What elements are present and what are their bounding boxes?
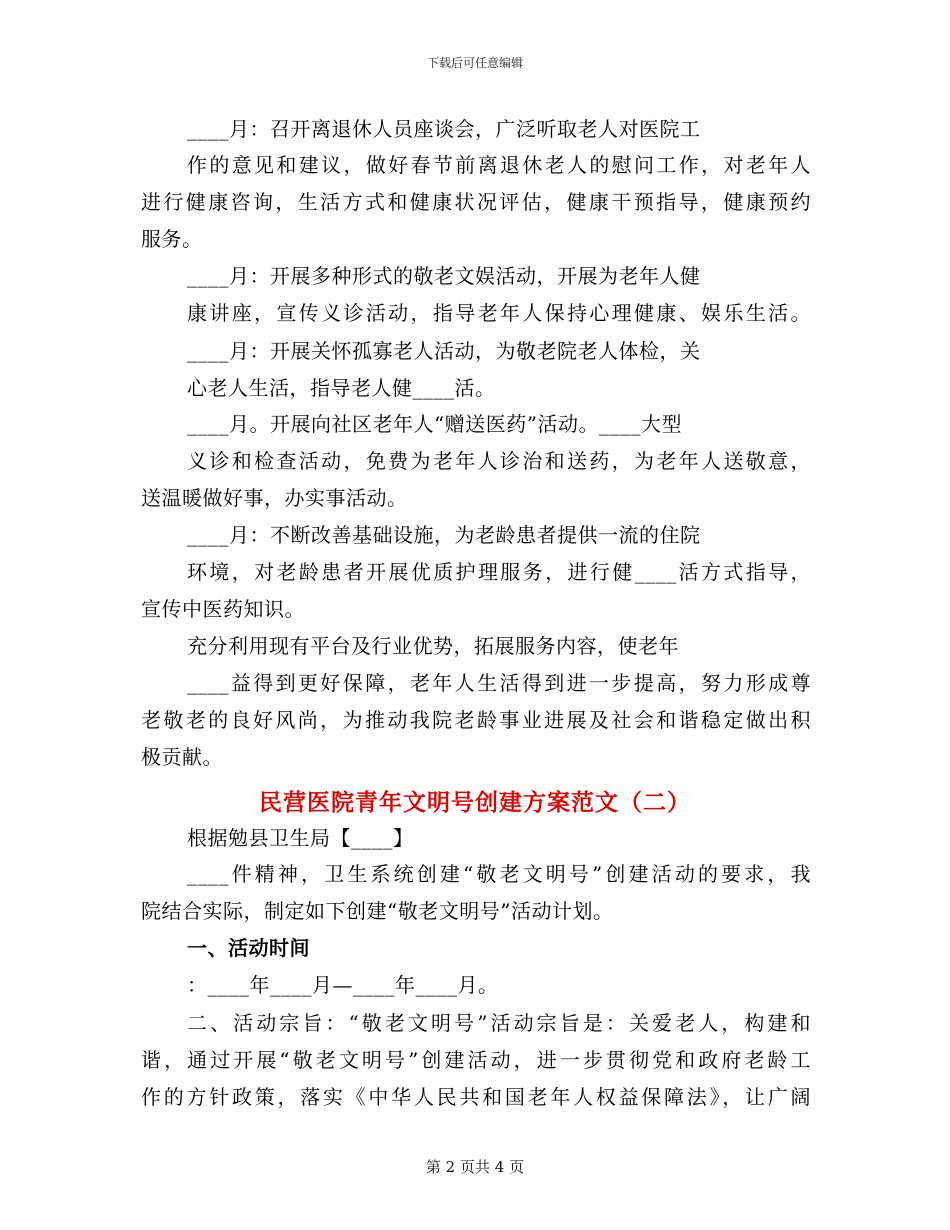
paragraph-line: ____月：召开离退休人员座谈会，广泛听取老人对医院工 xyxy=(187,117,701,141)
paragraph-line: 进行健康咨询，生活方式和健康状况评估，健康干预指导，健康预约 xyxy=(141,190,811,214)
paragraph-line: 二、活动宗旨：“敬老文明号”活动宗旨是：关爱老人，构建和 xyxy=(187,1011,811,1035)
page-header: 下载后可任意编辑 xyxy=(426,56,523,70)
section-heading: 一、活动时间 xyxy=(187,936,310,960)
paragraph-line: ____月：开展关怀孤寡老人活动，为敬老院老人体检，关 xyxy=(187,339,701,363)
paragraph-line: 极贡献。 xyxy=(141,745,223,769)
paragraph-line: ____件精神，卫生系统创建“敬老文明号”创建活动的要求，我 xyxy=(187,862,811,886)
section-title: 民营医院青年文明号创建方案范文（二） xyxy=(259,790,691,816)
page-footer: 第 2 页共 4 页 xyxy=(425,1158,525,1176)
paragraph-line: 服务。 xyxy=(141,227,203,251)
paragraph-line: ：____年____月—____年____月。 xyxy=(187,973,499,997)
paragraph-line: 义诊和检查活动，免费为老年人诊治和送药，为老年人送敬意， xyxy=(187,449,811,473)
paragraph-line: 宣传中医药知识。 xyxy=(141,597,305,621)
paragraph-line: 充分利用现有平台及行业优势，拓展服务内容，使老年 xyxy=(187,634,679,658)
paragraph-line: 送温暖做好事，办实事活动。 xyxy=(141,486,408,510)
paragraph-line: 院结合实际，制定如下创建“敬老文明号”活动计划。 xyxy=(141,899,614,923)
paragraph-line: ____益得到更好保障，老年人生活得到进一步提高，努力形成尊 xyxy=(187,671,811,695)
paragraph-line: 心老人生活，指导老人健____活。 xyxy=(187,376,496,400)
paragraph-line: 根据勉县卫生局【____】 xyxy=(187,826,414,850)
paragraph-line: 康讲座，宣传义诊活动，指导老年人保持心理健康、娱乐生活。 xyxy=(187,301,811,325)
paragraph-line: ____月：开展多种形式的敬老文娱活动，开展为老年人健 xyxy=(187,264,701,288)
paragraph-line: 环境，对老龄患者开展优质护理服务，进行健____活方式指导， xyxy=(187,560,811,584)
paragraph-line: 谐，通过开展“敬老文明号”创建活动，进一步贯彻党和政府老龄工 xyxy=(141,1048,811,1072)
paragraph-line: ____月：不断改善基础设施，为老龄患者提供一流的住院 xyxy=(187,523,701,547)
paragraph-line: 作的意见和建议，做好春节前离退休老人的慰问工作，对老年人 xyxy=(187,153,811,177)
paragraph-line: 老敬老的良好风尚，为推动我院老龄事业进展及社会和谐稳定做出积 xyxy=(141,708,811,732)
paragraph-line: 作的方针政策，落实《中华人民共和国老年人权益保障法》，让广阔 xyxy=(141,1085,811,1109)
paragraph-line: ____月。开展向社区老年人“赠送医药”活动。____大型 xyxy=(187,412,682,436)
